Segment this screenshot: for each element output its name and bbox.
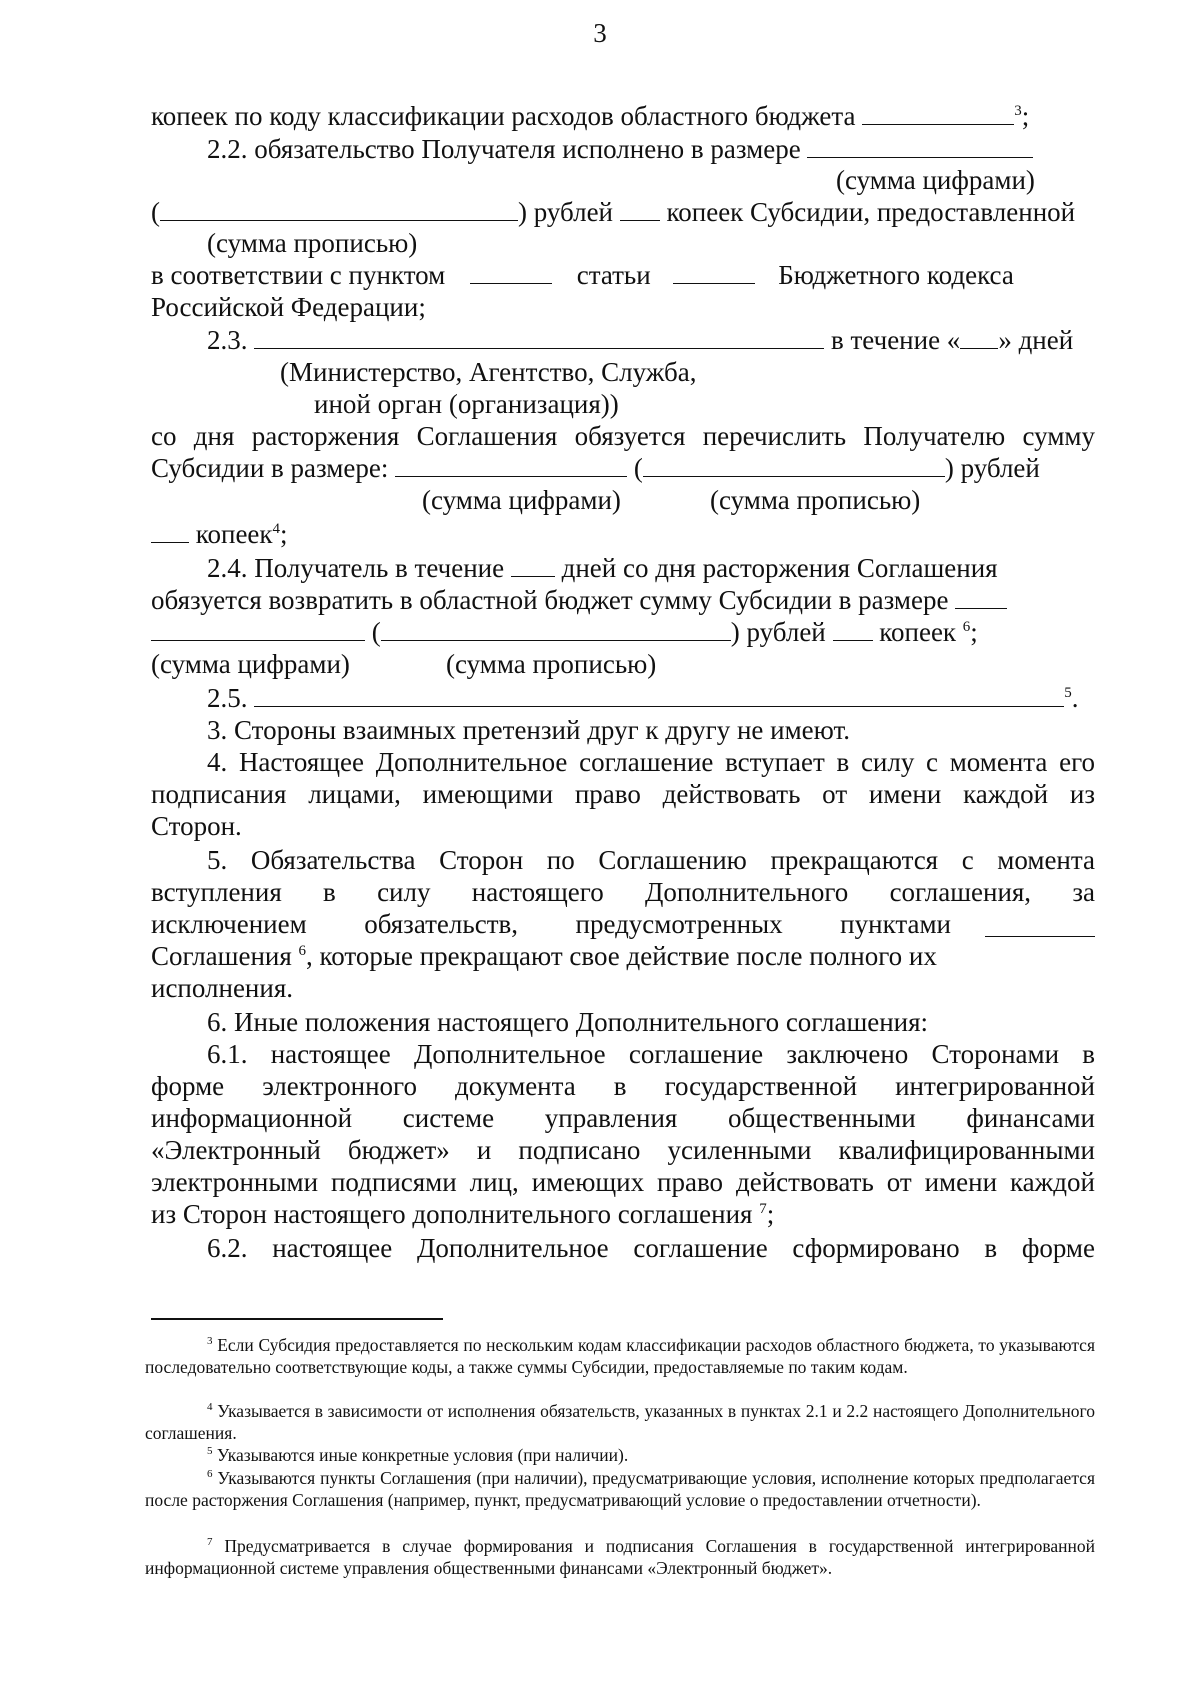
clause-5-line-5: исполнения. [151, 973, 294, 1003]
blank-field [381, 616, 731, 641]
blank-field [807, 133, 1033, 158]
footnote-5: $^5$ Указываются иные конкретные условия (при наличии). [207, 1445, 629, 1465]
clause-5-line-1: 5. Обязательства Сторон по Соглашению прекращаются с момента [207, 845, 1095, 875]
clause-6-1-line-5: электронными подписями лиц, имеющих право действовать от имени каждой [151, 1167, 1095, 1197]
clause-4-line-1: 4. Настоящее Дополнительное соглашение вступает в силу с момента его [207, 747, 1095, 777]
clause-6-1-line-4: «Электронный бюджет» и подписано усиленными квалифицированными [151, 1135, 1095, 1165]
clause-2-5: 2.5. $^5$. [207, 683, 1079, 713]
line-v-sootvetstvii: в соответствии с пунктом статьи Бюджетного кодекса [151, 260, 1014, 290]
caption-inoy-organ: иной орган (организация)) [314, 389, 619, 419]
blank-field [254, 324, 824, 349]
clause-5-line-4: Соглашения $^6$, которые прекращают свое действие после полного их [151, 941, 937, 971]
page-number: 3 [593, 18, 607, 48]
blank-field [862, 100, 1014, 125]
clause-6-2-line-1: 6.2. настоящее Дополнительное соглашение сформировано в форме [207, 1233, 1095, 1263]
clause-3: 3. Стороны взаимных претензий друг к другу не имеют. [207, 715, 851, 745]
clause-4-line-2: подписания лицами, имеющими право действовать от имени каждой из [151, 779, 1095, 809]
footnote-6: $^6$ Указываются пункты Соглашения (при наличии), предусматривающие условия, исполнение которых предполагается после расторжения Соглашения (например, пункт, предусматривающий условие о предоставлении отчетности). [145, 1468, 1095, 1510]
caption-ministerstvo: (Министерство, Агентство, Служба, [280, 357, 697, 387]
line-summa-vozvrata: ( ) рублей копеек $^6$; [151, 616, 1095, 648]
line-kopeek: копеек$^4$; [151, 518, 1095, 550]
blank-field [254, 682, 1064, 707]
footnote-4: $^4$ Указывается в зависимости от исполнения обязательств, указанных в пунктах 2.1 и 2.2 настоящего Дополнительного соглашения. [145, 1401, 1095, 1443]
line-so-dnya: со дня расторжения Соглашения обязуется перечислить Получателю сумму [151, 421, 1095, 451]
footnote-7: $^7$ Предусматривается в случае формирования и подписания Соглашения в государственной интегрированной информационной системе управления общественными финансами «Электронный бюджет». [145, 1536, 1095, 1578]
blank-field [643, 452, 945, 477]
clause-6-1-line-2: форме электронного документа в государственной интегрированной [151, 1071, 1095, 1101]
blank-field [151, 616, 365, 641]
line-kod-klassifikacii: копеек по коду классификации расходов областного бюджета $^3$; [151, 101, 1030, 131]
caption-summa-ciframi: (сумма цифрами) [151, 649, 350, 679]
blank-field [985, 912, 1095, 937]
caption-summa-propisyu: (сумма прописью) [710, 485, 921, 515]
clause-5-line-2: вступления в силу настоящего Дополнительного соглашения, за [151, 877, 1095, 907]
clause-5-line-3: исключением обязательств, предусмотренных пунктами [151, 909, 951, 939]
clause-6-1-line-1: 6.1. настоящее Дополнительное соглашение заключено Сторонами в [207, 1039, 1095, 1069]
blank-field [151, 518, 189, 543]
blank-field [955, 584, 1007, 609]
clause-4-line-3: Сторон. [151, 811, 242, 841]
clause-2-4: 2.4. Получатель в течение дней со дня расторжения Соглашения [207, 553, 998, 583]
line-obyazuetsya-vozvratit: обязуется возвратить в областной бюджет сумму Субсидии в размере [151, 584, 1095, 616]
clause-2-3: 2.3. в течение « » дней [207, 325, 1074, 355]
blank-field [511, 552, 555, 577]
caption-summa-ciframi: (сумма цифрами) [836, 165, 1035, 195]
clause-6-1-line-3: информационной системе управления общественными финансами [151, 1103, 1095, 1133]
blank-field [160, 196, 518, 221]
clause-2-2: 2.2. обязательство Получателя исполнено в размере [207, 133, 1095, 165]
line-rubley-kopeek: ( ) рублей копеек Субсидии, предоставленной [151, 197, 1076, 227]
line-rf: Российской Федерации; [151, 292, 426, 322]
caption-summa-propisyu: (сумма прописью) [207, 228, 418, 258]
line-subsidii-v-razmere: Субсидии в размере: ( ) рублей [151, 453, 1040, 483]
blank-field [470, 259, 552, 284]
blank-field [395, 452, 627, 477]
blank-field [833, 616, 873, 641]
clause-6-1-line-6: из Сторон настоящего дополнительного соглашения $^7$; [151, 1199, 775, 1229]
clause-6: 6. Иные положения настоящего Дополнительного соглашения: [207, 1007, 929, 1037]
caption-summa-propisyu: (сумма прописью) [446, 649, 657, 679]
footnote-separator [151, 1318, 443, 1320]
blank-field [620, 196, 660, 221]
footnote-3-body: $^3$ Если Субсидия предоставляется по нескольким кодам классификации расходов областного бюджета, то указываются последовательно соответствующие коды, а также суммы Субсидии, предоставляемые по таким кодам. [145, 1335, 1095, 1377]
caption-summa-ciframi: (сумма цифрами) [422, 485, 621, 515]
blank-field [673, 259, 755, 284]
blank-field [960, 324, 998, 349]
